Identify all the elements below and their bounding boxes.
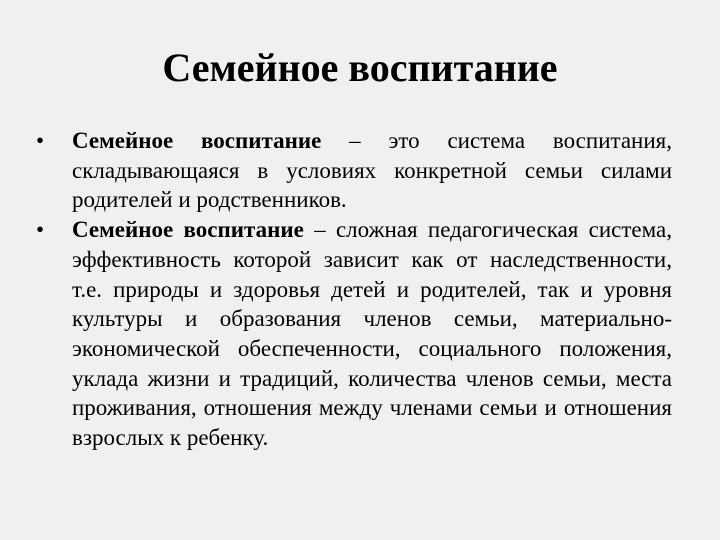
bullet-list — [36, 126, 672, 453]
bullet-term: Семейное воспитание — [72, 217, 304, 243]
bullet-dot-icon: • — [36, 128, 45, 153]
bullet-text: – это система воспитания, складывающаяся в условиях конкретной семьи силами родителей и родственников. — [72, 128, 672, 213]
bullet-dot-icon: • — [36, 217, 45, 243]
bullet-item-definition — [36, 126, 672, 215]
bullet-item-system — [36, 215, 672, 453]
bullet-term: Семейное воспитание — [72, 128, 322, 153]
slide-title: Семейное воспитание — [162, 45, 558, 90]
bullet-text: – сложная педагогическая система, эффективность которой зависит как от наследственности, т.е. природы и здоровья детей и родителей, так и уровня культуры и образования членов семьи, материально-экономической обеспеченности, социального положения, уклада жизни и традиций, количества членов семьи, места проживания, отношения между членами семьи и отношения взрослых к ребенку. — [72, 217, 672, 451]
